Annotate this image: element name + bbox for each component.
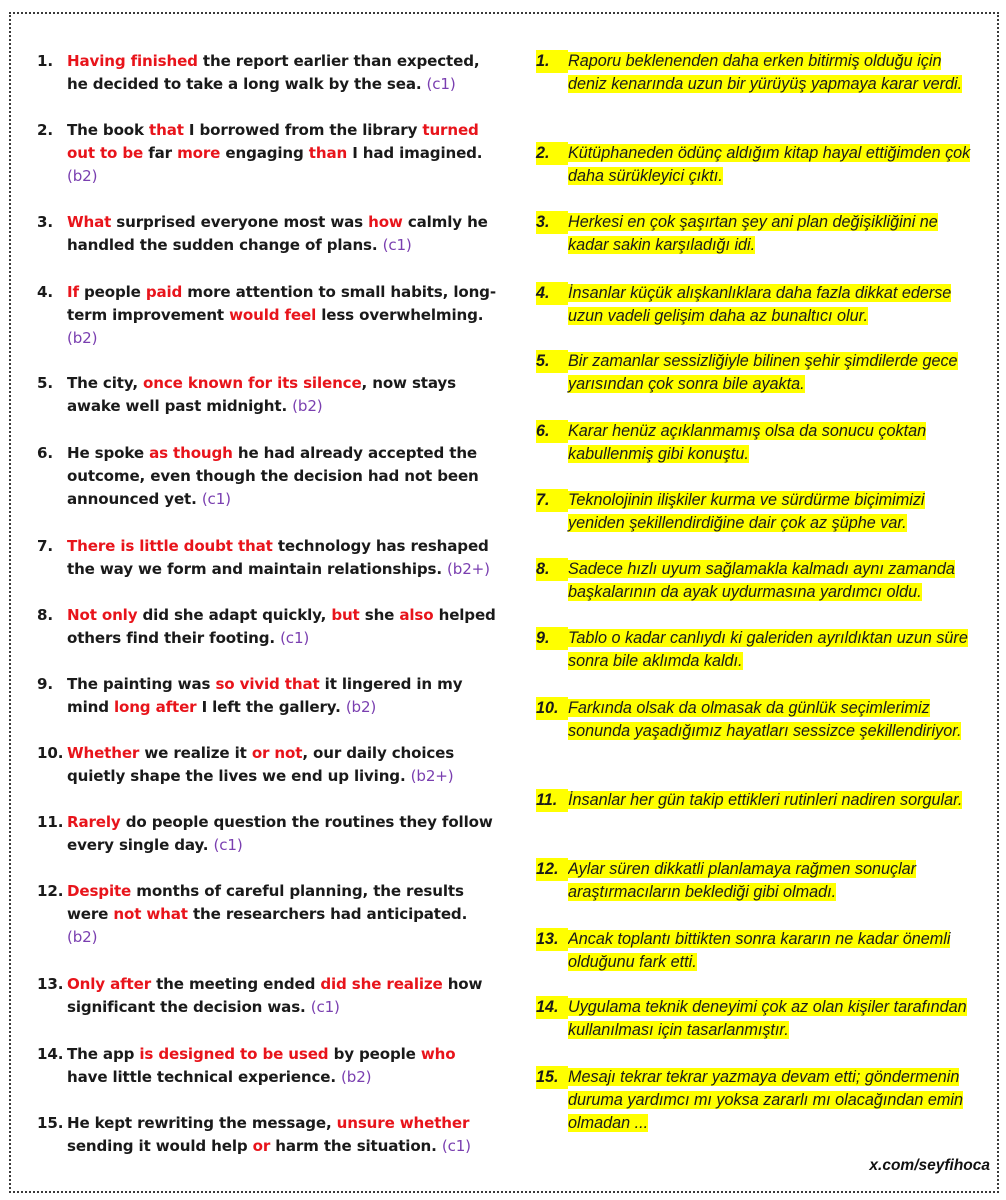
sentence-6 — [37, 442, 497, 511]
translation-13 — [536, 928, 976, 974]
text-segment: do people question the routines they follow every single day. — [67, 813, 493, 854]
translation-number: 11. — [536, 789, 568, 812]
sentence-text — [67, 281, 497, 350]
text-segment: engaging — [220, 144, 309, 162]
translation-text: Mesajı tekrar tekrar yazmaya devam etti; göndermenin duruma yardımcı mı yoksa zararlı mı olacağından emin olmadan ... — [568, 1068, 963, 1133]
text-segment: The painting was — [67, 675, 216, 693]
text-segment: did she adapt quickly, — [137, 606, 332, 624]
translation-5 — [536, 350, 976, 396]
sentence-text — [67, 880, 497, 949]
text-segment: the meeting ended — [151, 975, 321, 993]
highlight-phrase: Only after — [67, 975, 151, 993]
sentence-number: 11. — [37, 813, 64, 831]
level-tag: (b2) — [67, 167, 98, 185]
level-tag: (b2+) — [410, 767, 454, 785]
text-segment: the researchers had anticipated. — [187, 905, 468, 923]
text-segment: , now stays awake well past midnight. — [67, 374, 456, 415]
text-segment: have little technical experience. — [67, 1068, 342, 1086]
text-segment: he had already accepted the outcome, even though the decision had not been announced yet. — [67, 444, 479, 508]
translation-text: Kütüphaneden ödünç aldığım kitap hayal ettiğimden çok daha sürükleyici çıktı. — [568, 144, 971, 186]
translation-body — [568, 928, 976, 974]
highlight-phrase: once known for its silence — [143, 374, 362, 392]
sentence-3 — [37, 211, 497, 257]
sentence-text — [67, 811, 497, 857]
sentence-number: 2. — [37, 121, 53, 139]
translation-body — [568, 1066, 976, 1136]
text-segment: she — [359, 606, 400, 624]
highlight-phrase: paid — [145, 283, 183, 301]
translation-number: 10. — [536, 697, 568, 720]
translation-body — [568, 420, 976, 466]
highlight-phrase: unsure whether — [336, 1114, 470, 1132]
translation-3 — [536, 211, 976, 257]
translation-text: Herkesi en çok şaşırtan şey ani plan değişikliğini ne kadar sakin karşıladığı idi. — [568, 213, 938, 255]
text-segment: how significant the decision was. — [67, 975, 483, 1016]
sentence-number: 13. — [37, 975, 64, 993]
highlight-phrase: but — [331, 606, 360, 624]
sentence-1 — [37, 50, 497, 96]
highlight-phrase: as though — [149, 444, 233, 462]
sentence-text — [67, 442, 497, 511]
highlight-phrase: or not — [251, 744, 303, 762]
translation-7 — [536, 489, 976, 535]
highlight-phrase: What — [67, 213, 112, 231]
highlight-phrase: would feel — [229, 306, 317, 324]
level-tag: (c1) — [382, 236, 412, 254]
translation-14 — [536, 996, 976, 1042]
text-segment: The book — [67, 121, 150, 139]
translation-11 — [536, 789, 976, 812]
highlight-phrase: that — [149, 121, 184, 139]
text-segment: people — [78, 283, 146, 301]
sentence-text — [67, 50, 497, 96]
translation-15 — [536, 1066, 976, 1136]
sentence-15 — [37, 1112, 497, 1158]
text-segment: I left the gallery. — [196, 698, 346, 716]
sentence-number: 15. — [37, 1114, 64, 1132]
translation-body — [568, 489, 976, 535]
text-segment: more attention to small habits, long-term improvement — [67, 283, 496, 324]
highlight-phrase: Despite — [67, 882, 132, 900]
translation-8 — [536, 558, 976, 604]
level-tag: (b2) — [345, 698, 377, 716]
highlight-phrase: or — [252, 1137, 271, 1155]
sentence-number: 12. — [37, 882, 64, 900]
sentence-text — [67, 742, 497, 788]
highlight-phrase: long after — [113, 698, 197, 716]
sentence-number: 6. — [37, 444, 53, 462]
translation-body — [568, 282, 976, 328]
translation-1 — [536, 50, 976, 96]
level-tag: (b2) — [67, 928, 98, 946]
sentence-number: 1. — [37, 52, 53, 70]
text-segment: The app — [67, 1045, 140, 1063]
sentence-4 — [37, 281, 497, 350]
sentence-text — [67, 119, 497, 188]
sentence-text — [67, 535, 497, 581]
translation-body — [568, 697, 976, 743]
translation-text: Aylar süren dikkatli planlamaya rağmen sonuçlar araştırmacıların beklediği gibi olmadı. — [568, 860, 917, 902]
translation-12 — [536, 858, 976, 904]
translation-text: Teknolojinin ilişkiler kurma ve sürdürme biçimimizi yeniden şekillendirdiğine dair çok az şüphe var. — [568, 491, 925, 533]
text-segment: surprised everyone most was — [111, 213, 369, 231]
translation-number: 7. — [536, 489, 568, 512]
sentence-5 — [37, 372, 497, 418]
highlight-phrase: There is little doubt that — [67, 537, 273, 555]
translation-text: İnsanlar her gün takip ettikleri rutinleri nadiren sorgular. — [568, 791, 963, 809]
sentence-text — [67, 973, 497, 1019]
level-tag: (b2+) — [447, 560, 490, 578]
text-segment: helped others find their footing. — [67, 606, 496, 647]
sentence-text — [67, 673, 497, 719]
sentence-text — [67, 1112, 497, 1158]
highlight-phrase: Whether — [67, 744, 140, 762]
translation-text: Tablo o kadar canlıydı ki galeriden ayrıldıktan uzun süre sonra bile aklımda kaldı. — [568, 629, 968, 671]
sentence-number: 10. — [37, 744, 64, 762]
sentence-11 — [37, 811, 497, 857]
highlight-phrase: did she realize — [320, 975, 443, 993]
highlight-phrase: Having finished — [67, 52, 198, 70]
sentence-text — [67, 1043, 497, 1089]
sentence-number: 8. — [37, 606, 53, 624]
sentence-text — [67, 604, 497, 650]
highlight-phrase: also — [399, 606, 434, 624]
sentence-14 — [37, 1043, 497, 1089]
translation-number: 6. — [536, 420, 568, 443]
translation-number: 14. — [536, 996, 568, 1019]
sentence-text — [67, 372, 497, 418]
translation-body — [568, 142, 976, 188]
translation-6 — [536, 420, 976, 466]
sentence-number: 7. — [37, 537, 53, 555]
sentence-number: 5. — [37, 374, 53, 392]
sentence-9 — [37, 673, 497, 719]
highlight-phrase: is designed to be used — [139, 1045, 329, 1063]
translation-2 — [536, 142, 976, 188]
level-tag: (c1) — [213, 836, 243, 854]
level-tag: (c1) — [426, 75, 456, 93]
translation-text: Bir zamanlar sessizliğiyle bilinen şehir şimdilerde gece yarısından çok sonra bile ayakta. — [568, 352, 958, 394]
level-tag: (c1) — [201, 490, 231, 508]
translation-text: İnsanlar küçük alışkanlıklara daha fazla dikkat ederse uzun vadeli gelişim daha az bunaltıcı olur. — [568, 284, 952, 326]
level-tag: (b2) — [67, 329, 98, 347]
text-segment: sending it would help — [67, 1137, 253, 1155]
text-segment: less overwhelming. — [316, 306, 484, 324]
translation-number: 8. — [536, 558, 568, 581]
text-segment: I borrowed from the library — [183, 121, 423, 139]
level-tag: (c1) — [441, 1137, 471, 1155]
translation-body — [568, 996, 976, 1042]
text-segment: He spoke — [67, 444, 150, 462]
translation-body — [568, 211, 976, 257]
translation-number: 1. — [536, 50, 568, 73]
text-segment: we realize it — [139, 744, 252, 762]
translation-text: Uygulama teknik deneyimi çok az olan kişiler tarafından kullanılması için tasarlanmıştır. — [568, 998, 967, 1040]
translation-body — [568, 858, 976, 904]
text-segment: harm the situation. — [270, 1137, 442, 1155]
sentence-12 — [37, 880, 497, 949]
text-segment: the report earlier than expected, he decided to take a long walk by the sea. — [67, 52, 480, 93]
translation-number: 4. — [536, 282, 568, 305]
text-segment: it lingered in my mind — [67, 675, 463, 716]
sentence-8 — [37, 604, 497, 650]
translation-body — [568, 558, 976, 604]
highlight-phrase: Rarely — [67, 813, 121, 831]
sentence-number: 14. — [37, 1045, 64, 1063]
highlight-phrase: how — [368, 213, 403, 231]
text-segment: by people — [328, 1045, 421, 1063]
sentence-7 — [37, 535, 497, 581]
text-segment: months of careful planning, the results were — [67, 882, 464, 923]
translation-number: 13. — [536, 928, 568, 951]
sentence-text — [67, 211, 497, 257]
text-segment: , our daily choices quietly shape the lives we end up living. — [67, 744, 455, 785]
text-segment: far — [143, 144, 178, 162]
text-segment: The city, — [67, 374, 144, 392]
text-segment: I had imagined. — [347, 144, 483, 162]
translation-text: Ancak toplantı bittikten sonra kararın ne kadar önemli olduğunu fark etti. — [568, 930, 951, 972]
highlight-phrase: more — [177, 144, 221, 162]
translation-number: 9. — [536, 627, 568, 650]
translation-body — [568, 50, 976, 96]
level-tag: (b2) — [292, 397, 323, 415]
sentence-10 — [37, 742, 497, 788]
level-tag: (c1) — [280, 629, 310, 647]
text-segment: calmly he handled the sudden change of plans. — [67, 213, 488, 254]
translation-number: 15. — [536, 1066, 568, 1089]
translation-body — [568, 627, 976, 673]
translation-number: 2. — [536, 142, 568, 165]
translation-number: 5. — [536, 350, 568, 373]
text-segment: He kept rewriting the message, — [67, 1114, 337, 1132]
translation-9 — [536, 627, 976, 673]
translation-number: 3. — [536, 211, 568, 234]
sentence-number: 9. — [37, 675, 53, 693]
sentence-2 — [37, 119, 497, 188]
translation-text: Sadece hızlı uyum sağlamakla kalmadı aynı zamanda başkalarının da ayak uydurmasına yardımcı oldu. — [568, 560, 955, 602]
translation-body — [568, 789, 976, 812]
translation-text: Karar henüz açıklanmamış olsa da sonucu çoktan kabullenmiş gibi konuştu. — [568, 422, 927, 464]
highlight-phrase: If — [67, 283, 79, 301]
translation-number: 12. — [536, 858, 568, 881]
text-segment: technology has reshaped the way we form and maintain relationships. — [67, 537, 489, 578]
sentence-number: 4. — [37, 283, 53, 301]
highlight-phrase: who — [420, 1045, 456, 1063]
translation-body — [568, 350, 976, 396]
highlight-phrase: than — [308, 144, 348, 162]
level-tag: (c1) — [310, 998, 340, 1016]
highlight-phrase: not what — [113, 905, 188, 923]
translation-text: Farkında olsak da olmasak da günlük seçimlerimiz sonunda yaşadığımız hayatları sessizce şekillendiriyor. — [568, 699, 962, 741]
translation-4 — [536, 282, 976, 328]
highlight-phrase: turned out to be — [67, 121, 479, 162]
level-tag: (b2) — [341, 1068, 372, 1086]
sentence-13 — [37, 973, 497, 1019]
translation-text: Raporu beklenenden daha erken bitirmiş olduğu için deniz kenarında uzun bir yürüyüş yapmaya karar verdi. — [568, 52, 963, 94]
sentence-number: 3. — [37, 213, 53, 231]
translation-10 — [536, 697, 976, 743]
author-credit: x.com/seyfihoca — [869, 1157, 990, 1174]
highlight-phrase: so vivid that — [215, 675, 320, 693]
highlight-phrase: Not only — [67, 606, 138, 624]
